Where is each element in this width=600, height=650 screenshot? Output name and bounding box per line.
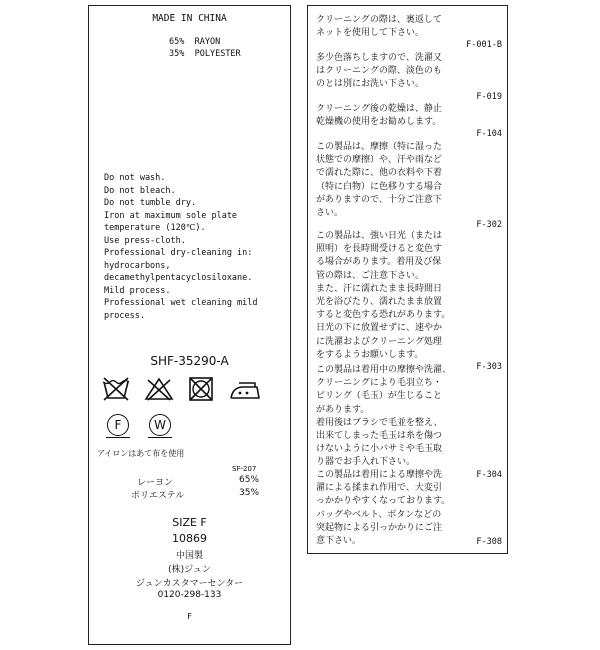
notice-code: F-019	[476, 91, 502, 102]
phone-number: 0120-298-133	[157, 590, 222, 600]
item-number: 10869	[172, 532, 207, 545]
jp-material: レーヨン	[137, 478, 174, 488]
notice-block: クリーニング後の乾燥は、静止 乾燥機の使用をお勧めします。 F-104	[316, 104, 502, 140]
jp-percent: 65%	[239, 475, 260, 485]
notice-block: この製品は着用中の摩擦や洗濯、 クリーニングにより毛羽立ち・ ピリング（毛玉）が生じること があります。 着用後はブラシで毛並を整え、 出来てしまった毛玉は糸を傷つ けないように小バサミや毛玉取 り器でお手入れ下さい。 F-304	[316, 365, 502, 480]
care-label-left	[88, 5, 291, 645]
jp-material: ポリエステル	[131, 491, 185, 501]
notice-block: この製品は着用による摩擦や洗 濯による揉まれ作用で、大変引 っかかりやすくなっております。 バッグやベルト、ボタンなどの 突起物による引っかかりにご注 意下さい。 F-308	[316, 470, 502, 548]
country-jp: 中国製	[175, 551, 203, 561]
notice-block: この製品は、摩擦（特に湿った 状態での摩擦）や、汗や雨など で濡れた際に、他の衣料や下着 （特に白物）に色移りする場合 がありますので、十分ご注意下 さい。 F-302	[316, 142, 502, 231]
notice-code: F-302	[476, 220, 502, 231]
composition-row: 35% POLYESTER	[169, 49, 241, 59]
dry-clean-f-icon: F	[107, 414, 129, 436]
company-name: (株)ジュン	[168, 565, 211, 575]
notice-code: F-001-B	[466, 40, 502, 51]
care-label-right	[307, 5, 508, 554]
notice-block: クリーニングの際は、裏返して ネットを使用して下さい。 F-001-B	[316, 15, 502, 51]
composition-row: 65% RAYON	[169, 37, 221, 47]
gentle-underline	[106, 437, 130, 438]
notice-code: F-308	[476, 537, 502, 548]
wet-clean-w-icon: W	[149, 414, 171, 436]
notice-block: 多少色落ちしますので、洗濯又 はクリーニングの際、淡色のも のとは別にお洗い下さい。 F-019	[316, 53, 502, 102]
iron-note: アイロンはあて布を使用	[97, 449, 185, 458]
no-wash-icon	[101, 376, 131, 402]
size-text: SIZE F	[172, 516, 207, 529]
no-bleach-icon	[144, 376, 174, 402]
product-code: SHF-35290-A	[150, 354, 229, 368]
iron-medium-icon	[227, 378, 263, 402]
care-instructions: Do not wash. Do not bleach. Do not tumble dry. Iron at maximum sole plate temperature (120℃). Use press-cloth. Professional dry-cleaning in: hydrocarbons, decamethylpentacyclosiloxane. Mild process. Professional wet cleaning mild process.	[104, 173, 258, 321]
gentle-underline	[148, 437, 172, 438]
customer-center: ジュンカスタマーセンター	[135, 579, 244, 589]
notice-block: この製品は、強い日光（または 照明）を長時間受けると変色す る場合があります。着用及び保 管の際は、ご注意下さい。 また、汗に濡れたまま長時間日 光を浴びたり、濡れたまま放置 すると変色する恐れがあります。 日光の下に放置せずに、速やか に洗濯およびクリーニング処理 をするようお願いします。 F-303	[316, 231, 502, 373]
origin-text: MADE IN CHINA	[152, 13, 227, 24]
notice-code: F-104	[476, 129, 502, 140]
sf-code: SF-207	[232, 465, 257, 473]
no-tumble-dry-icon	[187, 376, 215, 402]
jp-percent: 35%	[239, 488, 260, 498]
notice-code: F-303	[476, 362, 502, 373]
notice-code: F-304	[476, 469, 502, 480]
footer-letter: F	[187, 612, 192, 621]
